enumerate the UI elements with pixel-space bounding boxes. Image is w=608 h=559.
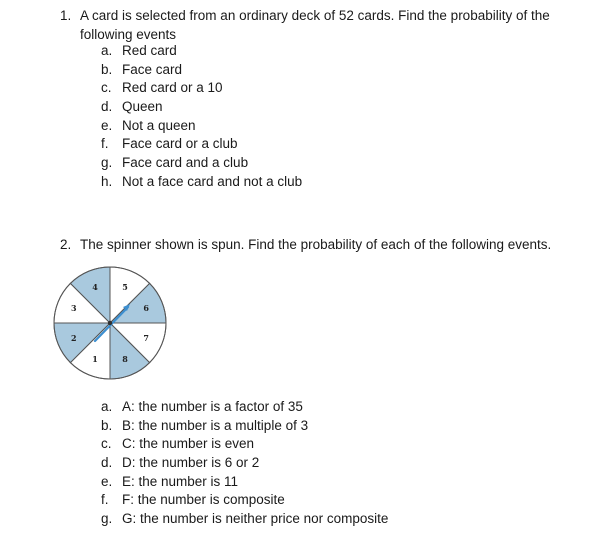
list-item xyxy=(101,417,388,436)
question-2-text: The spinner shown is spun. Find the probability of each of the following events. xyxy=(80,237,552,252)
list-item xyxy=(101,398,388,417)
question-2-number: 2. xyxy=(60,237,72,252)
list-item xyxy=(101,435,388,454)
option-text: G: the number is neither price nor composite xyxy=(122,511,389,527)
option-label: d. xyxy=(101,99,113,115)
spinner-number-8: 8 xyxy=(122,354,128,365)
question-1-options xyxy=(101,42,302,192)
list-item xyxy=(101,117,302,136)
question-1-text: A card is selected from an ordinary deck of 52 cards. Find the probability of the following events xyxy=(80,8,550,42)
option-text: Face card xyxy=(122,61,183,77)
list-item xyxy=(101,154,302,173)
spinner-number-6: 6 xyxy=(143,302,150,313)
list-item xyxy=(101,98,302,117)
list-item xyxy=(101,61,302,80)
spinner-number-4: 4 xyxy=(92,281,98,292)
option-label: d. xyxy=(101,455,113,471)
pointer-pivot xyxy=(108,321,112,325)
list-item xyxy=(101,79,302,98)
option-label: c. xyxy=(101,80,112,96)
option-label: b. xyxy=(101,61,113,77)
question-2-options xyxy=(101,398,388,529)
option-text: Not a queen xyxy=(122,117,196,133)
spinner-number-3: 3 xyxy=(70,302,77,313)
option-text: Red card or a 10 xyxy=(122,80,223,96)
option-label: e. xyxy=(101,473,113,489)
list-item xyxy=(101,454,388,473)
question-2 xyxy=(60,235,590,254)
spinner-number-5: 5 xyxy=(122,281,128,292)
list-item xyxy=(101,491,388,510)
option-text: Red card xyxy=(122,43,177,58)
list-item xyxy=(101,135,302,154)
option-text: F: the number is composite xyxy=(122,492,285,508)
option-text: Not a face card and not a club xyxy=(122,173,303,189)
list-item xyxy=(101,473,388,492)
spinner-number-2: 2 xyxy=(70,333,77,344)
option-label: h. xyxy=(101,173,113,189)
spinner-number-1: 1 xyxy=(92,354,98,365)
option-label: e. xyxy=(101,117,113,133)
list-item xyxy=(101,510,388,529)
option-text: E: the number is 11 xyxy=(122,473,239,489)
option-label: b. xyxy=(101,417,113,433)
option-label: a. xyxy=(101,43,113,58)
option-text: C: the number is even xyxy=(122,436,255,452)
option-text: D: the number is 6 or 2 xyxy=(122,455,260,471)
option-label: c. xyxy=(101,436,112,452)
list-item xyxy=(101,42,302,61)
spinner-figure xyxy=(52,265,168,381)
list-item xyxy=(101,173,302,192)
option-text: A: the number is a factor of 35 xyxy=(122,399,303,414)
option-text: B: the number is a multiple of 3 xyxy=(122,417,309,433)
option-label: g. xyxy=(101,511,113,527)
spinner-number-7: 7 xyxy=(143,333,150,344)
option-label: g. xyxy=(101,155,113,171)
option-text: Face card or a club xyxy=(122,136,238,152)
option-label: f. xyxy=(101,492,109,508)
question-1-number: 1. xyxy=(60,8,72,23)
option-label: a. xyxy=(101,399,113,414)
option-text: Face card and a club xyxy=(122,155,249,171)
option-label: f. xyxy=(101,136,109,152)
option-text: Queen xyxy=(122,99,163,115)
question-1 xyxy=(60,6,590,44)
